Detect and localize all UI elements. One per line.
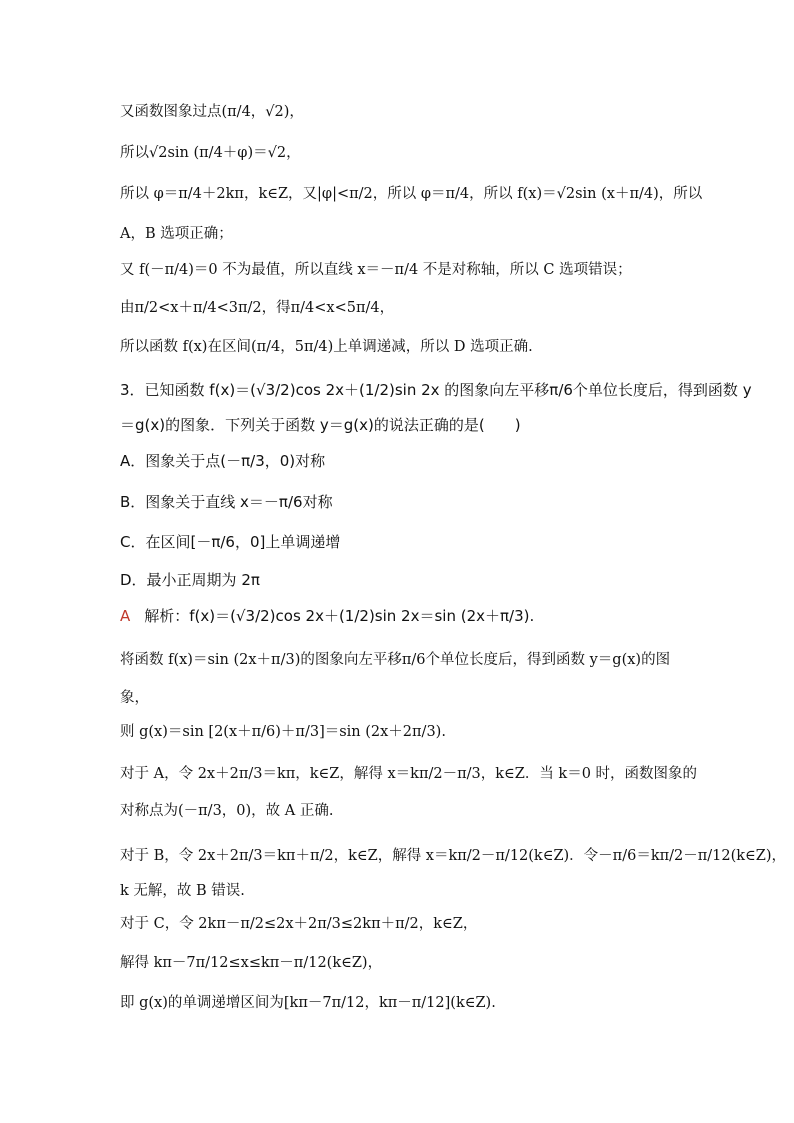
text-line: k 无解，故 B 错误. — [120, 883, 245, 899]
text-line: 对于 A，令 2x＋2π/3＝kπ，k∈Z，解得 x＝kπ/2－π/3，k∈Z．当 k＝0 时，函数图象的 — [120, 766, 698, 782]
text-line: 所以函数 f(x)在区间(π/4，5π/4)上单调递减，所以 D 选项正确. — [120, 339, 533, 355]
solution-line — [120, 606, 680, 626]
question-stem: ＝g(x)的图象．下列关于函数 y＝g(x)的说法正确的是( ) — [120, 416, 521, 434]
text-line: 由π/2<x＋π/4<3π/2，得π/4<x<5π/4， — [120, 300, 395, 316]
text-line: 所以 φ＝π/4＋2kπ，k∈Z，又|φ|<π/2，所以 φ＝π/4，所以 f(x)＝√2sin (x＋π/4)，所以 — [120, 186, 703, 202]
option-d: D．最小正周期为 2π — [120, 571, 260, 589]
text-line: 象， — [120, 690, 149, 706]
solution-text: 解析：f(x)＝(√3/2)cos 2x＋(1/2)sin 2x＝sin (2x＋π/3). — [144, 607, 535, 625]
text-line: 即 g(x)的单调递增区间为[kπ－7π/12，kπ－π/12](k∈Z). — [120, 995, 496, 1011]
text-line: 对于 B，令 2x＋2π/3＝kπ＋π/2，k∈Z，解得 x＝kπ/2－π/12(k∈Z)．令－π/6＝kπ/2－π/12(k∈Z)， — [120, 848, 787, 864]
text-line: 则 g(x)＝sin [2(x＋π/6)＋π/3]＝sin (2x＋2π/3). — [120, 724, 446, 740]
text-line: 又 f(－π/4)＝0 不为最值，所以直线 x＝－π/4 不是对称轴，所以 C 选项错误； — [120, 262, 632, 278]
answer-label: A — [120, 607, 131, 625]
text-line: 将函数 f(x)＝sin (2x＋π/3)的图象向左平移π/6个单位长度后，得到函数 y＝g(x)的图 — [120, 652, 671, 668]
text-line: 又函数图象过点(π/4，√2)， — [120, 104, 304, 120]
option-a: A．图象关于点(－π/3，0)对称 — [120, 452, 326, 470]
text-line: A，B 选项正确； — [120, 226, 233, 242]
text-line: 对于 C，令 2kπ－π/2≤2x＋2π/3≤2kπ＋π/2，k∈Z， — [120, 916, 478, 932]
text-line: 对称点为(－π/3，0)，故 A 正确. — [120, 803, 334, 819]
option-b: B．图象关于直线 x＝－π/6对称 — [120, 493, 333, 511]
option-c: C．在区间[－π/6，0]上单调递增 — [120, 533, 341, 551]
question-stem: 3．已知函数 f(x)＝(√3/2)cos 2x＋(1/2)sin 2x 的图象向左平移π/6个单位长度后，得到函数 y — [120, 381, 752, 399]
text-line: 解得 kπ－7π/12≤x≤kπ－π/12(k∈Z)， — [120, 955, 383, 971]
text-line: 所以√2sin (π/4＋φ)＝√2， — [120, 145, 301, 161]
